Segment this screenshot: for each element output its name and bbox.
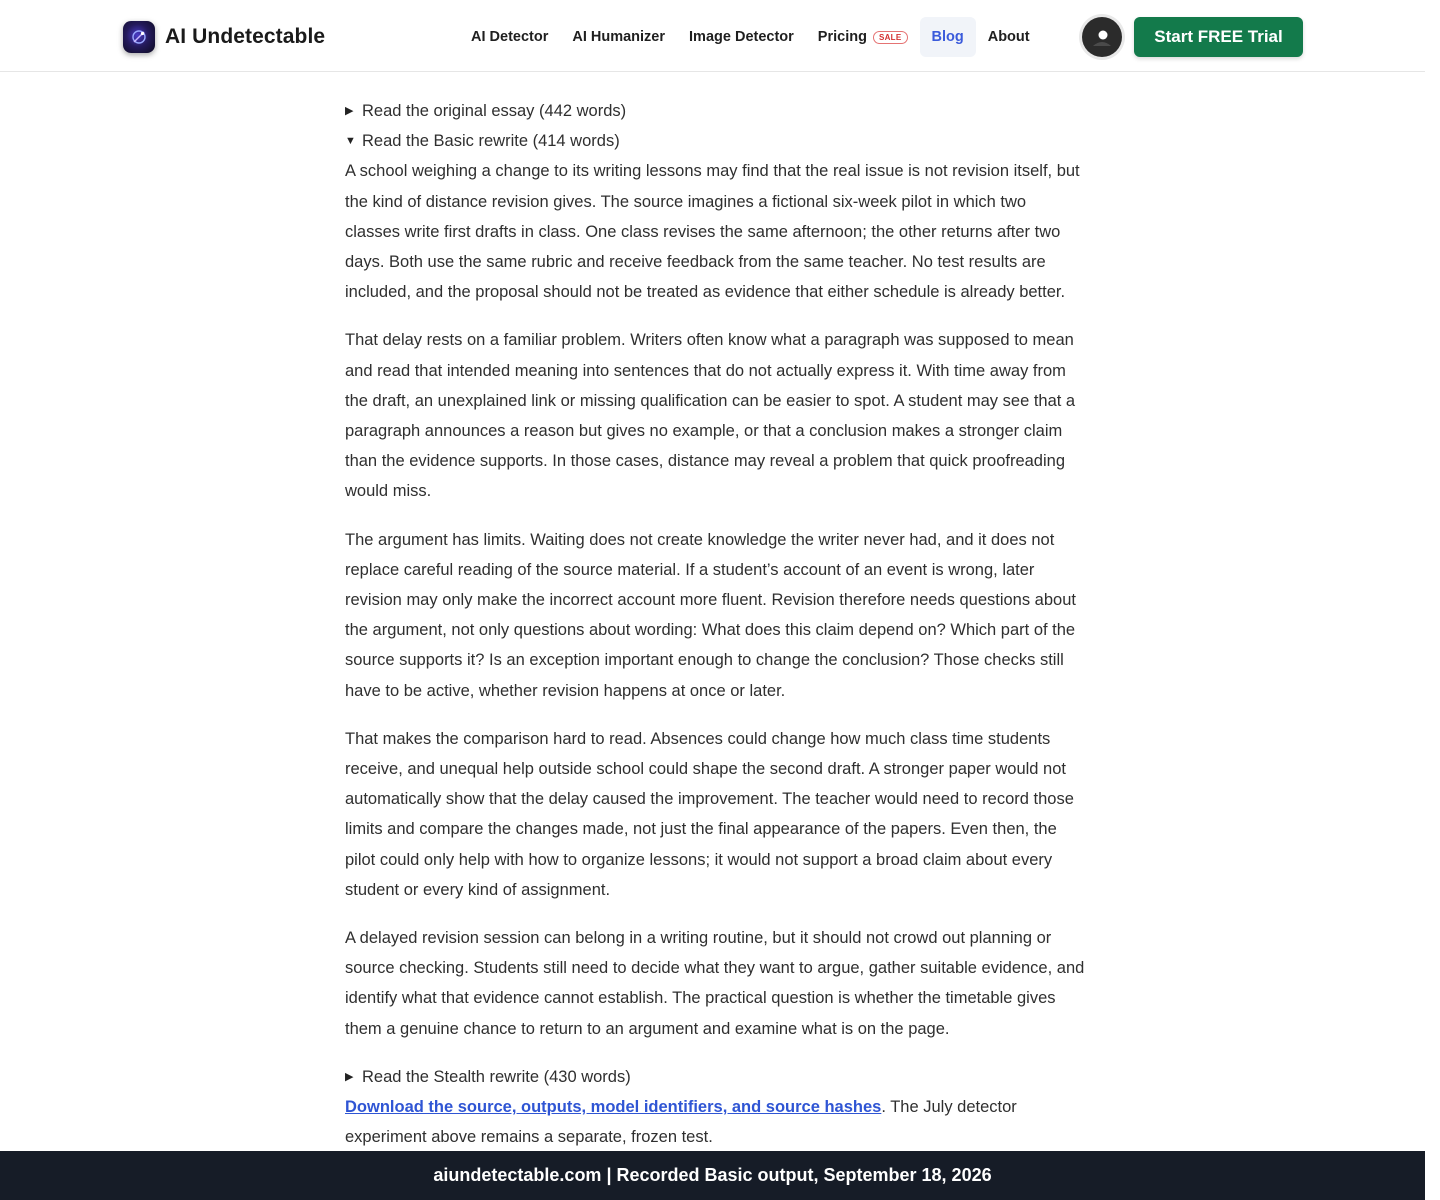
site-header (0, 0, 1425, 72)
original-essay-summary: Read the original essay (442 words) (362, 102, 627, 120)
nav-pricing[interactable] (806, 17, 920, 57)
nav-ai-detector[interactable]: AI Detector (471, 29, 549, 45)
article-content (345, 96, 1085, 1153)
paragraph: A delayed revision session can belong in a writing routine, but it should not crowd out planning or source checking. Students still need to decide what they want to argue, gather suitable evidence, and identify what that evidence cannot establish. The practical question is whether the timetable gives them a genuine chance to return to an argument and examine what is on the page. (345, 929, 1085, 1038)
original-essay-toggle[interactable] (345, 96, 1085, 126)
nav-pricing-label: Pricing (817, 29, 867, 45)
triangle-right-icon: ▶ (345, 1070, 354, 1083)
nav-about[interactable]: About (987, 29, 1030, 45)
download-note (345, 1092, 1085, 1152)
basic-rewrite-summary: Read the Basic rewrite (414 words) (362, 132, 620, 151)
sale-badge: SALE (873, 31, 908, 44)
user-icon (1091, 26, 1113, 48)
start-free-trial-button[interactable]: Start FREE Trial (1134, 17, 1303, 57)
paragraph: A school weighing a change to its writing lessons may find that the real issue is not revision itself, but the kind of distance revision gives. The source imagines a fictional six-week pilot in which two classes write first drafts in class. One class revises the same afternoon; the other returns after two days. Both use the same rubric and receive feedback from the same teacher. No test results are included, and the proposal should not be treated as evidence that either schedule is already better. (345, 162, 1080, 302)
stealth-rewrite-summary: Read the Stealth rewrite (430 words) (362, 1067, 631, 1086)
download-link[interactable]: Download the source, outputs, model identifiers, and source hashes (345, 1098, 882, 1117)
paragraph: That makes the comparison hard to read. Absences could change how much class time students receive, and unequal help outside school could shape the second draft. A stronger paper would not automatically show that the delay caused the improvement. The teacher would need to record those limits and compare the changes made, not just the final appearance of the papers. Even then, the pilot could only help with how to organize lessons; it would not support a broad claim about every student or every kind of assignment. (345, 729, 1074, 899)
paragraph: The argument has limits. Waiting does not create knowledge the writer never had, and it does not replace careful reading of the source material. If a student’s account of an event is wrong, later revision may only make the incorrect account more fluent. Revision therefore needs questions about the argument, not only questions about wording: What does this claim depend on? Which part of the source supports it? Is an exception important enough to change the conclusion? Those checks still have to be active, whether revision happens at once or later. (345, 530, 1076, 700)
caption-bar (0, 1151, 1425, 1200)
basic-rewrite-toggle[interactable] (345, 126, 1085, 156)
brand-name: AI Undetectable (165, 25, 326, 48)
account-button[interactable] (1082, 17, 1122, 57)
stealth-rewrite-toggle[interactable] (345, 1062, 1085, 1092)
basic-rewrite-body (345, 156, 1085, 1043)
nav-ai-humanizer[interactable]: AI Humanizer (572, 29, 666, 45)
download-note-tail: . The July detector experiment above remains a separate, frozen test. (345, 1098, 1017, 1147)
nav-image-detector[interactable]: Image Detector (689, 29, 794, 45)
scrollbar-track[interactable] (1425, 0, 1440, 1200)
triangle-down-icon: ▼ (345, 135, 356, 148)
caption-text: aiundetectable.com | Recorded Basic output, September 18, 2026 (433, 1165, 992, 1185)
brand-logo-icon (123, 21, 155, 53)
brand[interactable] (123, 21, 325, 53)
triangle-right-icon: ▶ (345, 105, 354, 117)
nav-blog[interactable]: Blog (920, 17, 976, 57)
main-nav (459, 17, 1042, 57)
paragraph: That delay rests on a familiar problem. Writers often know what a paragraph was supposed to mean and read that intended meaning into sentences that do not actually express it. With time away from the draft, an unexplained link or missing qualification can be easier to spot. A student may see that a paragraph announces a reason but gives no example, or that a conclusion makes a stronger claim than the evidence supports. In those cases, distance may reveal a problem that quick proofreading would miss. (345, 331, 1076, 501)
